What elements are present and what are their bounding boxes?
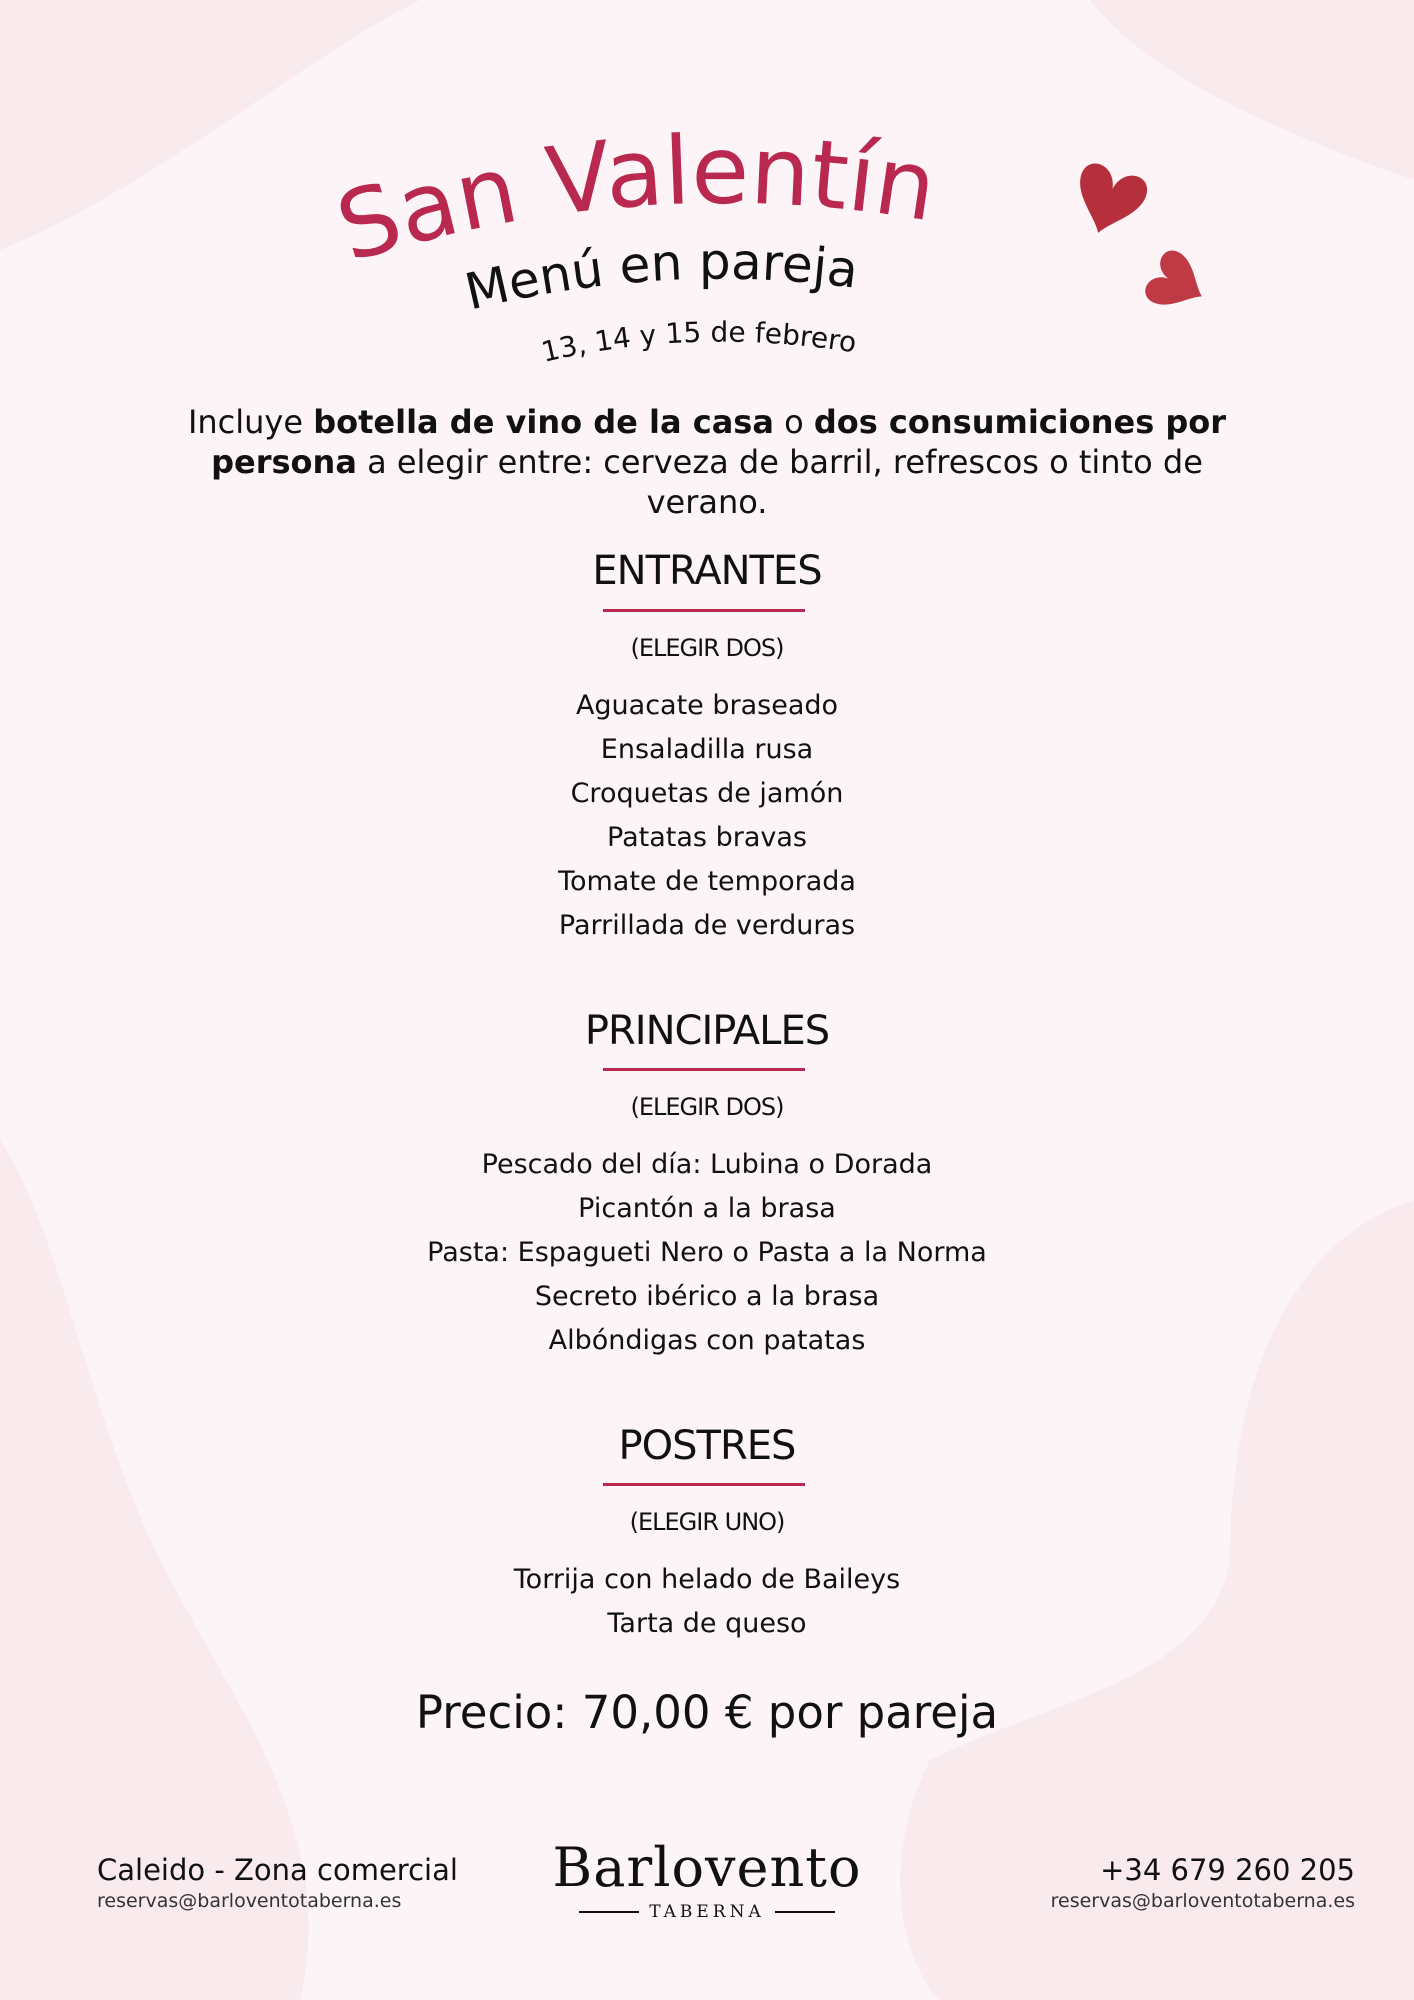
list-item: Pescado del día: Lubina o Dorada [481, 1149, 933, 1180]
menu-subtitle [460, 233, 862, 322]
footer-location [97, 1852, 458, 1914]
menu-dates [538, 316, 858, 369]
intro-prefix: Incluye [187, 403, 314, 441]
section-title-postres: POSTRES [618, 1423, 796, 1469]
intro-suffix: a elegir entre: cerveza de barril, refrescos o tinto de verano. [356, 443, 1203, 521]
list-item: Patatas bravas [607, 822, 807, 853]
logo-rule-left [579, 1911, 639, 1913]
list-item: Tomate de temporada [558, 866, 856, 897]
principales-list [0, 1143, 1414, 1363]
list-item: Croquetas de jamón [570, 778, 844, 809]
price-text: Precio: 70,00 € por pareja [415, 1686, 999, 1739]
list-item: Albóndigas con patatas [548, 1325, 866, 1356]
footer-email-left[interactable]: reservas@barloventotaberna.es [97, 1890, 402, 1912]
section-choose-entrantes: (ELEGIR DOS) [630, 634, 784, 662]
list-item: Picantón a la brasa [578, 1193, 836, 1224]
logo-name: Barlovento [552, 1836, 862, 1899]
logo-rule-right [775, 1911, 835, 1913]
section-divider [603, 1068, 805, 1071]
section-divider [603, 609, 805, 612]
section-choose-postres: (ELEGIR UNO) [629, 1508, 785, 1536]
section-title-entrantes: ENTRANTES [592, 548, 822, 594]
intro-mid: o [773, 403, 814, 441]
section-divider [603, 1483, 805, 1486]
list-item: Tarta de queso [607, 1608, 807, 1639]
footer-contact [1051, 1852, 1355, 1914]
section-title-principales: PRINCIPALES [584, 1008, 830, 1054]
postres-list [0, 1558, 1414, 1646]
subtitle-textpath: Menú en pareja [459, 232, 862, 322]
footer-address: Caleido - Zona comercial [97, 1853, 458, 1887]
title-textpath: San Valentín [325, 116, 943, 284]
intro-text [160, 402, 1254, 522]
intro-bold-drinks: dos consumiciones por persona [211, 403, 1227, 481]
section-choose-principales: (ELEGIR DOS) [630, 1093, 784, 1121]
menu-header [0, 100, 1414, 400]
dates-textpath: 13, 14 y 15 de febrero [538, 315, 859, 369]
footer-email-right[interactable]: reservas@barloventotaberna.es [1050, 1890, 1355, 1912]
list-item: Ensaladilla rusa [600, 734, 814, 765]
entrantes-list [0, 684, 1414, 948]
list-item: Pasta: Espagueti Nero o Pasta a la Norma [427, 1237, 987, 1268]
logo-tagline-row [540, 1902, 874, 1922]
list-item: Aguacate braseado [575, 690, 839, 721]
footer-phone[interactable]: +34 679 260 205 [1100, 1853, 1355, 1887]
list-item: Secreto ibérico a la brasa [534, 1281, 880, 1312]
list-item: Parrillada de verduras [558, 910, 856, 941]
brand-logo [540, 1836, 874, 1922]
heart-icon [1141, 246, 1215, 321]
logo-tagline: TABERNA [649, 1902, 765, 1922]
list-item: Torrija con helado de Baileys [513, 1564, 901, 1595]
heart-icon [1066, 160, 1151, 244]
intro-bold-wine: botella de vino de la casa [313, 403, 774, 441]
